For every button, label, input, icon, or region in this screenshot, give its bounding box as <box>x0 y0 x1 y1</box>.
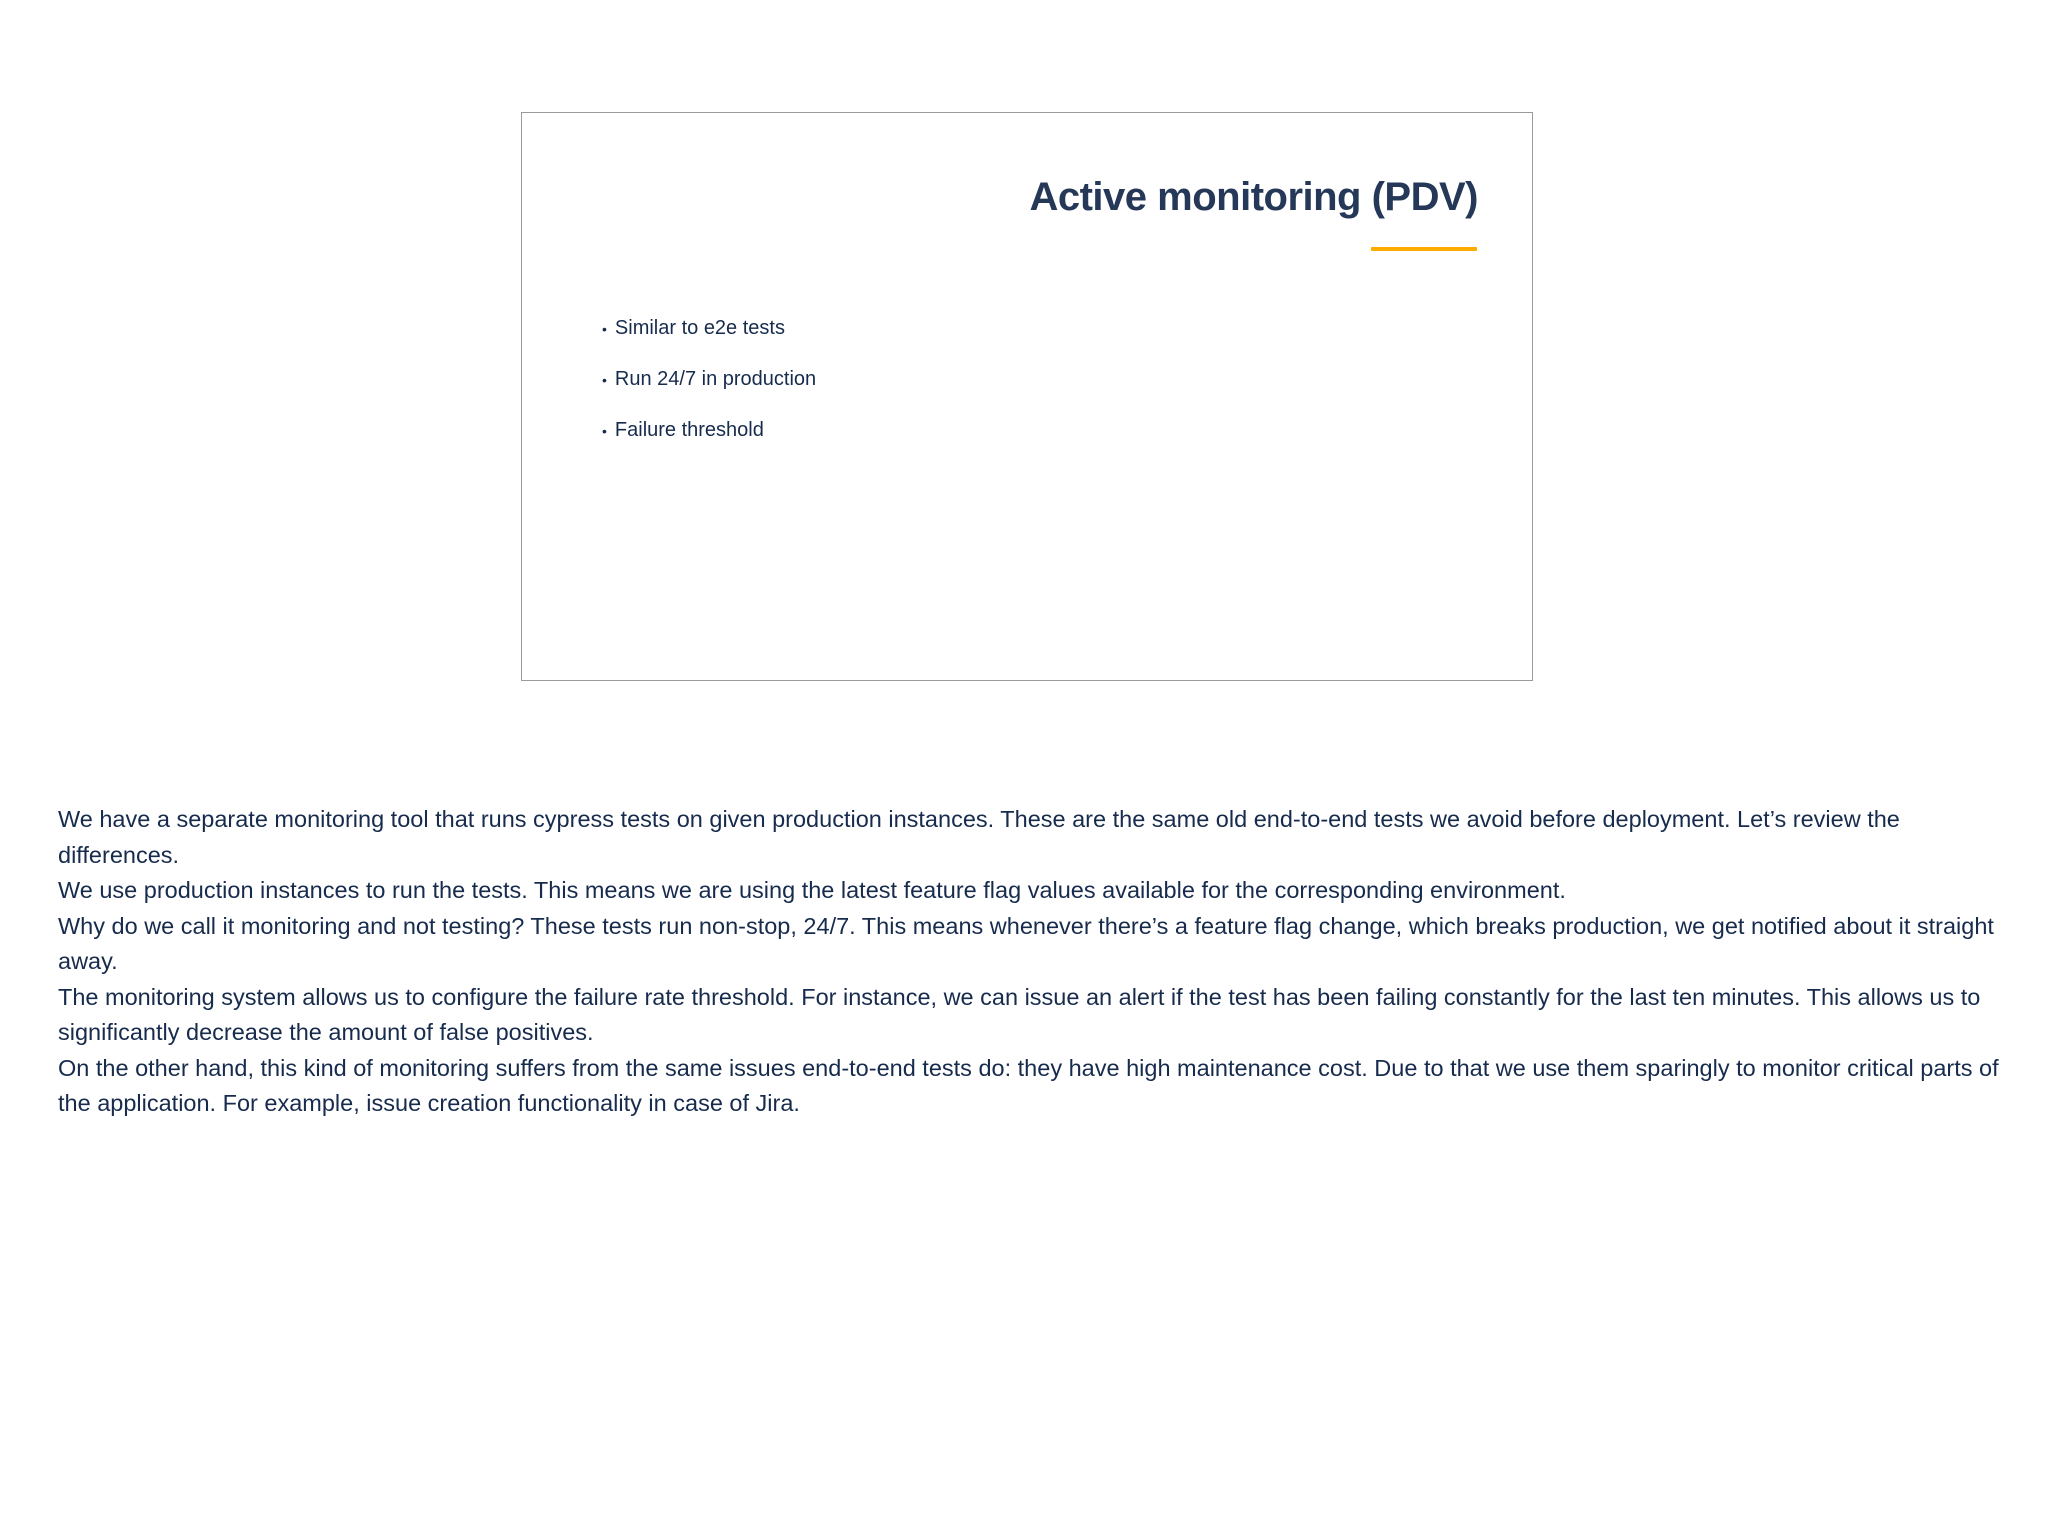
notes-paragraph: We have a separate monitoring tool that runs cypress tests on given production instances. These are the same old end-to-end tests we avoid before deployment. Let’s review the differences. <box>58 806 1900 868</box>
speaker-notes <box>58 802 2008 1122</box>
bullet-text: Similar to e2e tests <box>614 317 785 339</box>
bullet-dot-icon: • <box>602 371 607 388</box>
notes-paragraph: We use production instances to run the tests. This means we are using the latest feature flag values available for the corresponding environment. <box>58 877 1566 903</box>
slide-title: Active monitoring (PDV) <box>1029 175 1478 219</box>
title-underline <box>1371 247 1477 251</box>
bullet-item <box>602 303 816 354</box>
bullet-dot-icon: • <box>602 320 607 337</box>
notes-paragraph: On the other hand, this kind of monitoring suffers from the same issues end-to-end tests do: they have high maintenance cost. Due to that we use them sparingly to monitor critical parts of the application. For example, issue creation functionality in case of Jira. <box>58 1054 1999 1116</box>
notes-paragraph: Why do we call it monitoring and not testing? These tests run non-stop, 24/7. This means whenever there’s a feature flag change, which breaks production, we get notified about it straight away. <box>58 912 1994 974</box>
slide-thumbnail <box>521 112 1533 681</box>
bullet-item <box>602 354 816 405</box>
notes-paragraph: The monitoring system allows us to configure the failure rate threshold. For instance, we can issue an alert if the test has been failing constantly for the last ten minutes. This allows us to significantly decrease the amount of false positives. <box>58 983 1981 1045</box>
bullet-dot-icon: • <box>602 422 607 439</box>
bullet-list <box>602 303 816 456</box>
bullet-item <box>602 405 816 456</box>
bullet-text: Run 24/7 in production <box>614 368 817 390</box>
bullet-text: Failure threshold <box>614 419 764 441</box>
